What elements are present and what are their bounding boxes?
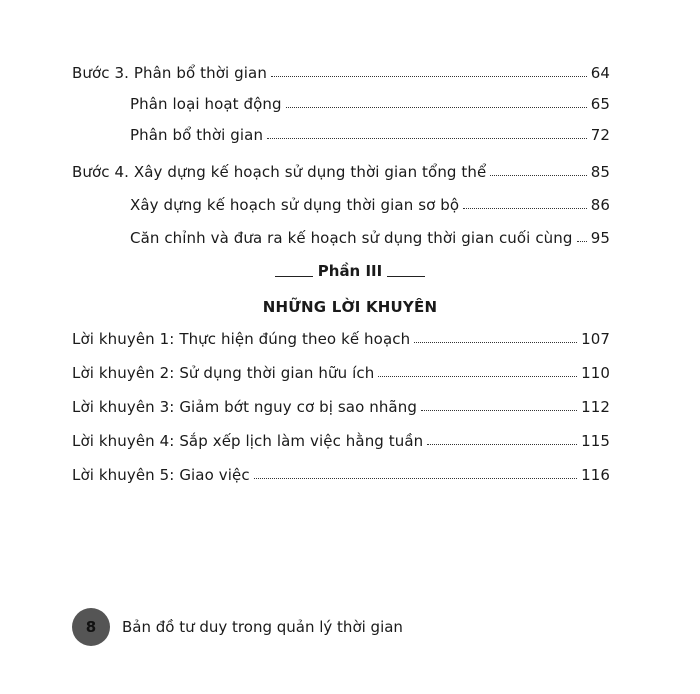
toc-entry-label: Lời khuyên 2: Sử dụng thời gian hữu ích: [72, 364, 375, 382]
toc-entry-page: 64: [590, 64, 610, 82]
toc-entry-page: 110: [581, 364, 610, 382]
toc-entry-label: Căn chỉnh và đưa ra kế hoạch sử dụng thời gian cuối cùng: [130, 229, 573, 247]
toc-entry-label: Lời khuyên 5: Giao việc: [72, 466, 250, 484]
toc-entry-label: Bước 3. Phân bổ thời gian: [72, 64, 267, 82]
toc-entry-label: Lời khuyên 3: Giảm bớt nguy cơ bị sao nhãng: [72, 398, 417, 416]
toc-entry[interactable]: [72, 432, 610, 454]
dot-leader: [271, 75, 587, 77]
running-title: Bản đồ tư duy trong quản lý thời gian: [122, 618, 403, 636]
toc-entry-page: 95: [590, 229, 610, 247]
toc-entry[interactable]: [72, 330, 610, 352]
toc-entry-page: 107: [581, 330, 610, 348]
section-title: NHỮNG LỜI KHUYÊN: [262, 298, 438, 316]
toc-entry[interactable]: [130, 95, 610, 117]
toc-entry-page: 112: [581, 398, 610, 416]
toc-entry[interactable]: [72, 466, 610, 488]
dot-leader: [414, 341, 577, 343]
heading-rule-right: [387, 276, 425, 277]
toc-entry-page: 85: [590, 163, 610, 181]
page-footer: [72, 608, 403, 646]
toc-entry-label: Bước 4. Xây dựng kế hoạch sử dụng thời gian tổng thể: [72, 163, 487, 181]
toc-entry-page: 72: [590, 126, 610, 144]
dot-leader: [463, 207, 587, 209]
dot-leader: [490, 174, 586, 176]
part-heading: [0, 262, 700, 280]
toc-entry-label: Lời khuyên 1: Thực hiện đúng theo kế hoạch: [72, 330, 411, 348]
toc-entry-page: 116: [581, 466, 610, 484]
page-number-badge: 8: [72, 608, 110, 646]
dot-leader: [378, 375, 577, 377]
toc-entry[interactable]: [130, 229, 610, 251]
dot-leader: [427, 443, 577, 445]
toc-entry-page: 65: [590, 95, 610, 113]
dot-leader: [286, 106, 587, 108]
toc-entry[interactable]: [72, 364, 610, 386]
dot-leader: [421, 409, 577, 411]
dot-leader: [267, 137, 587, 139]
part-heading-label: Phần III: [317, 262, 383, 280]
toc-entry[interactable]: [72, 64, 610, 86]
toc-entry-label: Lời khuyên 4: Sắp xếp lịch làm việc hằng tuần: [72, 432, 424, 450]
toc-entry[interactable]: [130, 196, 610, 218]
dot-leader: [577, 240, 587, 242]
toc-entry[interactable]: [72, 163, 610, 185]
toc-entry-page: 115: [581, 432, 610, 450]
toc-entry[interactable]: [130, 126, 610, 148]
toc-entry-page: 86: [590, 196, 610, 214]
toc-entry-label: Phân loại hoạt động: [130, 95, 282, 113]
toc-entry-label: Xây dựng kế hoạch sử dụng thời gian sơ bộ: [130, 196, 460, 214]
heading-rule-left: [275, 276, 313, 277]
toc-entry[interactable]: [72, 398, 610, 420]
toc-entry-label: Phân bổ thời gian: [130, 126, 264, 144]
dot-leader: [254, 477, 577, 479]
